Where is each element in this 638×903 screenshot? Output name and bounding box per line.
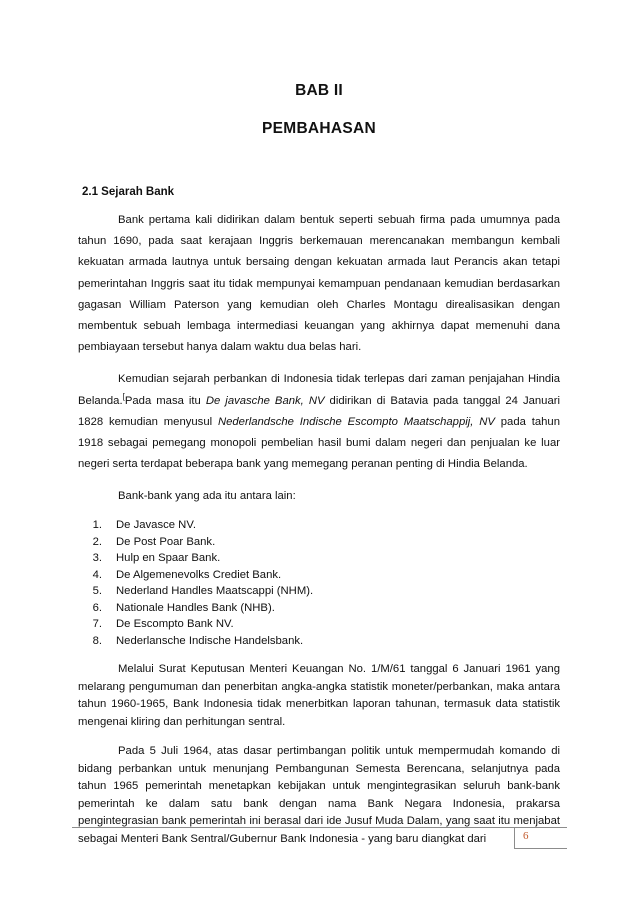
paragraph-2-text-f: pada tahun 1918 sebagai pemegang monopoli pembelian hasil bumi dalam negeri dan penjualan ke luar negeri serta terdapat beberapa bank yang memegang peranan penting di Hindia Belanda.: [78, 415, 560, 471]
paragraph-4: Melalui Surat Keputusan Menteri Keuangan No. 1/M/61 tanggal 6 Januari 1961 yang melarang pengumuman dan penerbitan angka-angka statistik moneter/perbankan, maka antara tahun 1960-1965, Bank Indonesia tidak menerbitkan laporan tahunan, termasuk data statistik mengenai kliring dan perhitungan sentral.: [78, 663, 560, 728]
chapter-heading: BAB II: [295, 82, 343, 99]
section-heading: 2.1 Sejarah Bank: [82, 186, 175, 198]
list-item: 7. De Escompto Bank NV.: [92, 618, 234, 631]
paragraph-2-text-d: didirikan di Batavia pada tanggal 24 Januari 1828 kemudian menyusul: [78, 394, 560, 428]
page-number-box: [514, 827, 567, 849]
list-item: 2. De Post Poar Bank.: [92, 535, 216, 548]
paragraph-1: Bank pertama kali didirikan dalam bentuk seperti sebuah firma pada umumnya pada tahun 1690, pada saat kerajaan Inggris berkemauan merencanakan membangun kembali kekuatan armada lautnya untuk bersaing dengan kekuatan armada laut Perancis akan tetapi pemerintahan Inggris saat itu tidak mempunyai kemampuan pendanaan kemudian berdasarkan gagasan William Paterson yang kemudian oleh Charles Montagu direalisasikan dengan membentuk sebuah lembaga intermediasi keuangan yang akhirnya dapat memenuhi dana pembiayaan tersebut hanya dalam waktu dua belas hari.: [78, 214, 560, 354]
paragraph-5: Pada 5 Juli 1964, atas dasar pertimbangan politik untuk mempermudah komando di bidang perbankan untuk menunjang Pembangunan Semesta Berencana, selanjutnya pada tahun 1965 pemerintah menetapkan kebijakan untuk mengintegrasikan seluruh bank-bank pemerintah ke dalam satu bank dengan nama Bank Negara Indonesia, prakarsa pengintegrasian bank pemerintah ini berasal dari ide Jusuf Muda Dalam, yang saat itu menjabat sebagai Menteri Bank Sentral/Gubernur Bank Indonesia - yang baru diangkat dari: [78, 745, 560, 845]
list-item: 4. De Algemenevolks Crediet Bank.: [92, 568, 282, 581]
bank-list: [78, 517, 560, 649]
bank-name-javasche: De javasche Bank, NV: [205, 394, 325, 407]
list-item: 5. Nederland Handles Maatscappi (NHM).: [92, 585, 314, 598]
footer-rule: [72, 827, 567, 828]
bank-name-escompto: Nederlandsche Indische Escompto Maatschappij, NV: [217, 415, 495, 428]
chapter-title: PEMBAHASAN: [261, 120, 377, 137]
list-item: 3. Hulp en Spaar Bank.: [92, 552, 221, 565]
list-item: 1. De Javasce NV.: [92, 519, 196, 532]
paragraph-2: [78, 369, 560, 475]
paragraph-2-text-b: Pada masa itu: [124, 394, 206, 407]
footnote-marker: [: [122, 391, 125, 401]
page-number: 6: [523, 830, 529, 842]
paragraph-3: Bank-bank yang ada itu antara lain:: [118, 490, 296, 503]
paragraph-2-text-a: Kemudian sejarah perbankan di Indonesia tidak terlepas dari zaman penjajahan Hindia Belanda.: [78, 373, 560, 407]
document-body: [78, 210, 560, 848]
list-item: 8. Nederlansche Indische Handelsbank.: [92, 634, 304, 647]
list-item: 6. Nationale Handles Bank (NHB).: [92, 601, 275, 614]
